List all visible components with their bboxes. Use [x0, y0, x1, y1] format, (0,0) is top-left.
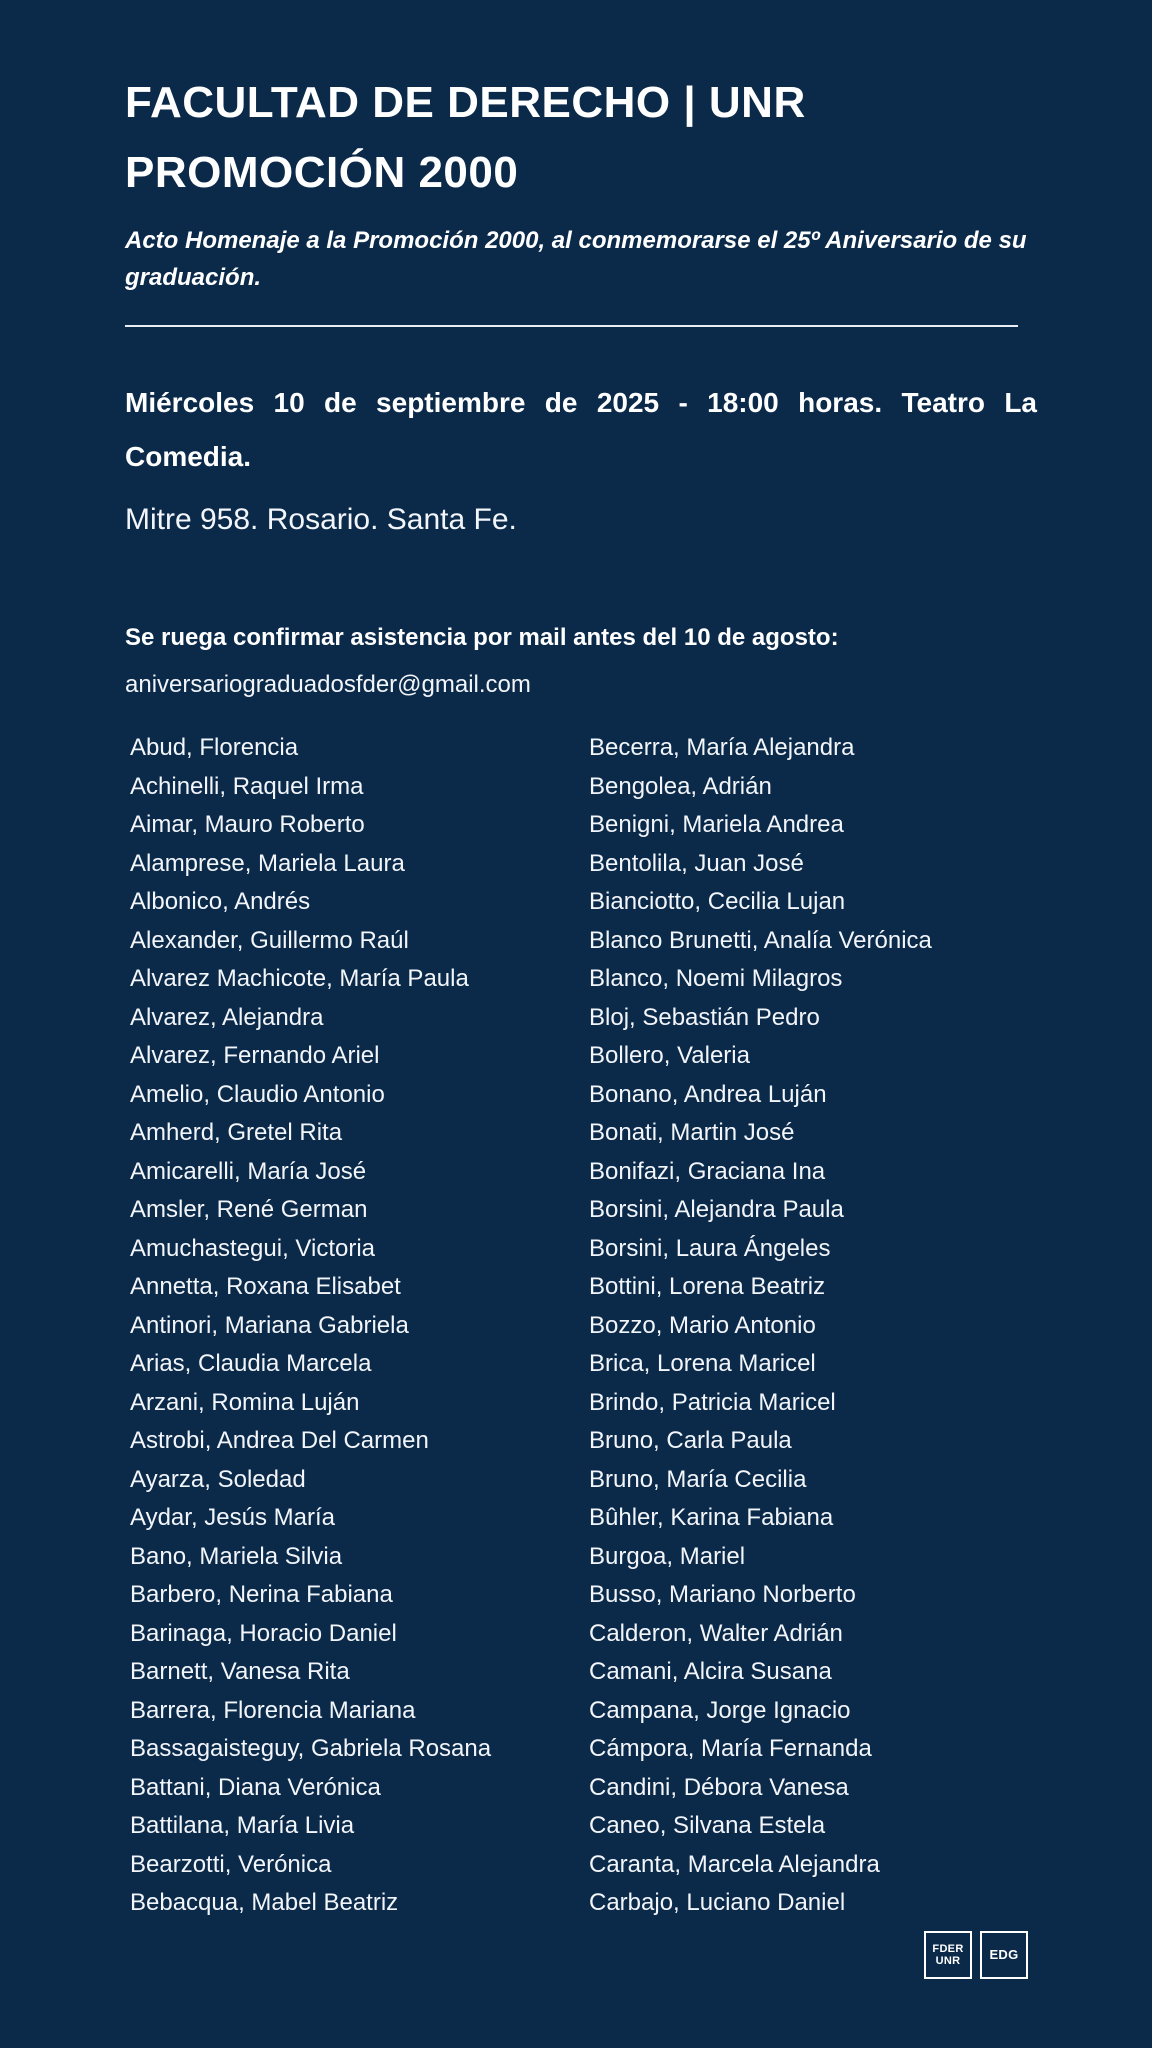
- title-line-faculty: FACULTAD DE DERECHO | UNR: [125, 78, 806, 127]
- graduate-name: Benigni, Mariela Andrea: [589, 811, 844, 838]
- graduate-name: Barrera, Florencia Mariana: [130, 1696, 416, 1724]
- graduate-name: Albonico, Andrés: [130, 888, 311, 915]
- graduate-name: Blanco, Noemi Milagros: [589, 965, 843, 992]
- graduate-name: Achinelli, Raquel Irma: [130, 772, 364, 800]
- graduate-name: Alvarez Machicote, María Paula: [130, 965, 469, 992]
- graduate-name: Candini, Débora Vanesa: [589, 1773, 849, 1801]
- graduate-name: Brindo, Patricia Maricel: [589, 1388, 836, 1416]
- page-title: [125, 68, 806, 208]
- graduate-name: Busso, Mariano Norberto: [589, 1581, 856, 1608]
- graduate-name: Borsini, Alejandra Paula: [589, 1196, 844, 1223]
- graduate-name: Bengolea, Adrián: [589, 772, 772, 800]
- graduates-list-right: [589, 729, 932, 1923]
- graduate-name: Arzani, Romina Luján: [130, 1388, 360, 1416]
- graduate-name: Alexander, Guillermo Raúl: [130, 926, 409, 954]
- graduate-name: Arias, Claudia Marcela: [130, 1350, 372, 1377]
- graduate-name: Bentolila, Juan José: [589, 849, 804, 877]
- graduate-name: Ayarza, Soledad: [130, 1465, 306, 1493]
- graduate-name: Burgoa, Mariel: [589, 1542, 746, 1570]
- graduate-name: Amuchastegui, Victoria: [130, 1234, 376, 1262]
- graduate-name: Bottini, Lorena Beatriz: [589, 1273, 826, 1300]
- graduate-name: Bebacqua, Mabel Beatriz: [130, 1889, 399, 1916]
- divider: [125, 325, 1018, 327]
- title-line-promotion: PROMOCIÓN 2000: [125, 148, 519, 197]
- graduate-name: Amherd, Gretel Rita: [130, 1119, 343, 1146]
- graduate-name: Becerra, María Alejandra: [589, 734, 855, 761]
- edg-logo-text: EDG: [989, 1947, 1019, 1962]
- edg-logo: [980, 1931, 1028, 1979]
- graduate-name: Campana, Jorge Ignacio: [589, 1696, 851, 1724]
- graduate-name: Caranta, Marcela Alejandra: [589, 1850, 880, 1878]
- fder-unr-logo: [924, 1931, 972, 1979]
- graduate-name: Bonano, Andrea Luján: [589, 1080, 827, 1108]
- fder-logo-text: FDER: [932, 1943, 964, 1955]
- graduate-name: Antinori, Mariana Gabriela: [130, 1311, 409, 1339]
- graduate-name: Bianciotto, Cecilia Lujan: [589, 888, 846, 915]
- unr-logo-text: UNR: [935, 1955, 961, 1967]
- rsvp-email: aniversariograduadosfder@gmail.com: [125, 671, 531, 698]
- graduate-name: Amsler, René German: [130, 1196, 368, 1223]
- graduate-name: Barnett, Vanesa Rita: [130, 1658, 350, 1685]
- graduate-name: Bloj, Sebastián Pedro: [589, 1003, 820, 1031]
- event-subtitle: Acto Homenaje a la Promoción 2000, al conmemorarse el 25º Aniversario de su graduación.: [125, 227, 1027, 291]
- event-datetime-place: Miércoles 10 de septiembre de 2025 - 18:00 horas. Teatro La Comedia.: [125, 387, 1037, 472]
- rsvp-instruction: Se ruega confirmar asistencia por mail antes del 10 de agosto:: [125, 624, 839, 651]
- footer-logos: [924, 1931, 1028, 1979]
- graduate-name: Alvarez, Fernando Ariel: [130, 1042, 380, 1069]
- graduate-name: Battani, Diana Verónica: [130, 1773, 381, 1801]
- graduate-name: Bozzo, Mario Antonio: [589, 1311, 816, 1339]
- graduate-name: Caneo, Silvana Estela: [589, 1812, 826, 1839]
- graduate-name: Astrobi, Andrea Del Carmen: [130, 1427, 429, 1454]
- graduate-name: Bano, Mariela Silvia: [130, 1542, 343, 1570]
- graduate-name: Bruno, Carla Paula: [589, 1427, 792, 1454]
- graduate-name: Bollero, Valeria: [589, 1042, 750, 1069]
- graduate-name: Aimar, Mauro Roberto: [130, 811, 365, 838]
- graduate-name: Abud, Florencia: [130, 734, 299, 761]
- graduate-name: Blanco Brunetti, Analía Verónica: [589, 926, 932, 954]
- event-address: Mitre 958. Rosario. Santa Fe.: [125, 503, 517, 536]
- graduate-name: Alamprese, Mariela Laura: [130, 849, 405, 877]
- graduate-name: Battilana, María Livia: [130, 1812, 355, 1839]
- graduate-name: Bonati, Martin José: [589, 1119, 795, 1146]
- graduate-name: Calderon, Walter Adrián: [589, 1619, 843, 1647]
- graduate-name: Bearzotti, Verónica: [130, 1850, 332, 1878]
- graduate-name: Brica, Lorena Maricel: [589, 1350, 816, 1377]
- graduate-name: Amelio, Claudio Antonio: [130, 1080, 385, 1108]
- graduate-name: Aydar, Jesús María: [130, 1504, 335, 1531]
- graduates-list-left: [130, 729, 491, 1923]
- graduate-name: Bassagaisteguy, Gabriela Rosana: [130, 1735, 492, 1762]
- graduate-name: Bonifazi, Graciana Ina: [589, 1157, 826, 1185]
- graduate-name: Bruno, María Cecilia: [589, 1465, 807, 1493]
- graduate-name: Barbero, Nerina Fabiana: [130, 1581, 393, 1608]
- graduate-name: Camani, Alcira Susana: [589, 1658, 832, 1685]
- graduate-name: Borsini, Laura Ángeles: [589, 1234, 831, 1262]
- graduate-name: Barinaga, Horacio Daniel: [130, 1619, 397, 1647]
- graduate-name: Carbajo, Luciano Daniel: [589, 1889, 846, 1916]
- graduate-name: Amicarelli, María José: [130, 1157, 367, 1185]
- graduate-name: Annetta, Roxana Elisabet: [130, 1273, 401, 1300]
- graduate-name: Cámpora, María Fernanda: [589, 1735, 872, 1762]
- graduate-name: Alvarez, Alejandra: [130, 1003, 324, 1031]
- graduate-name: Bûhler, Karina Fabiana: [589, 1504, 834, 1531]
